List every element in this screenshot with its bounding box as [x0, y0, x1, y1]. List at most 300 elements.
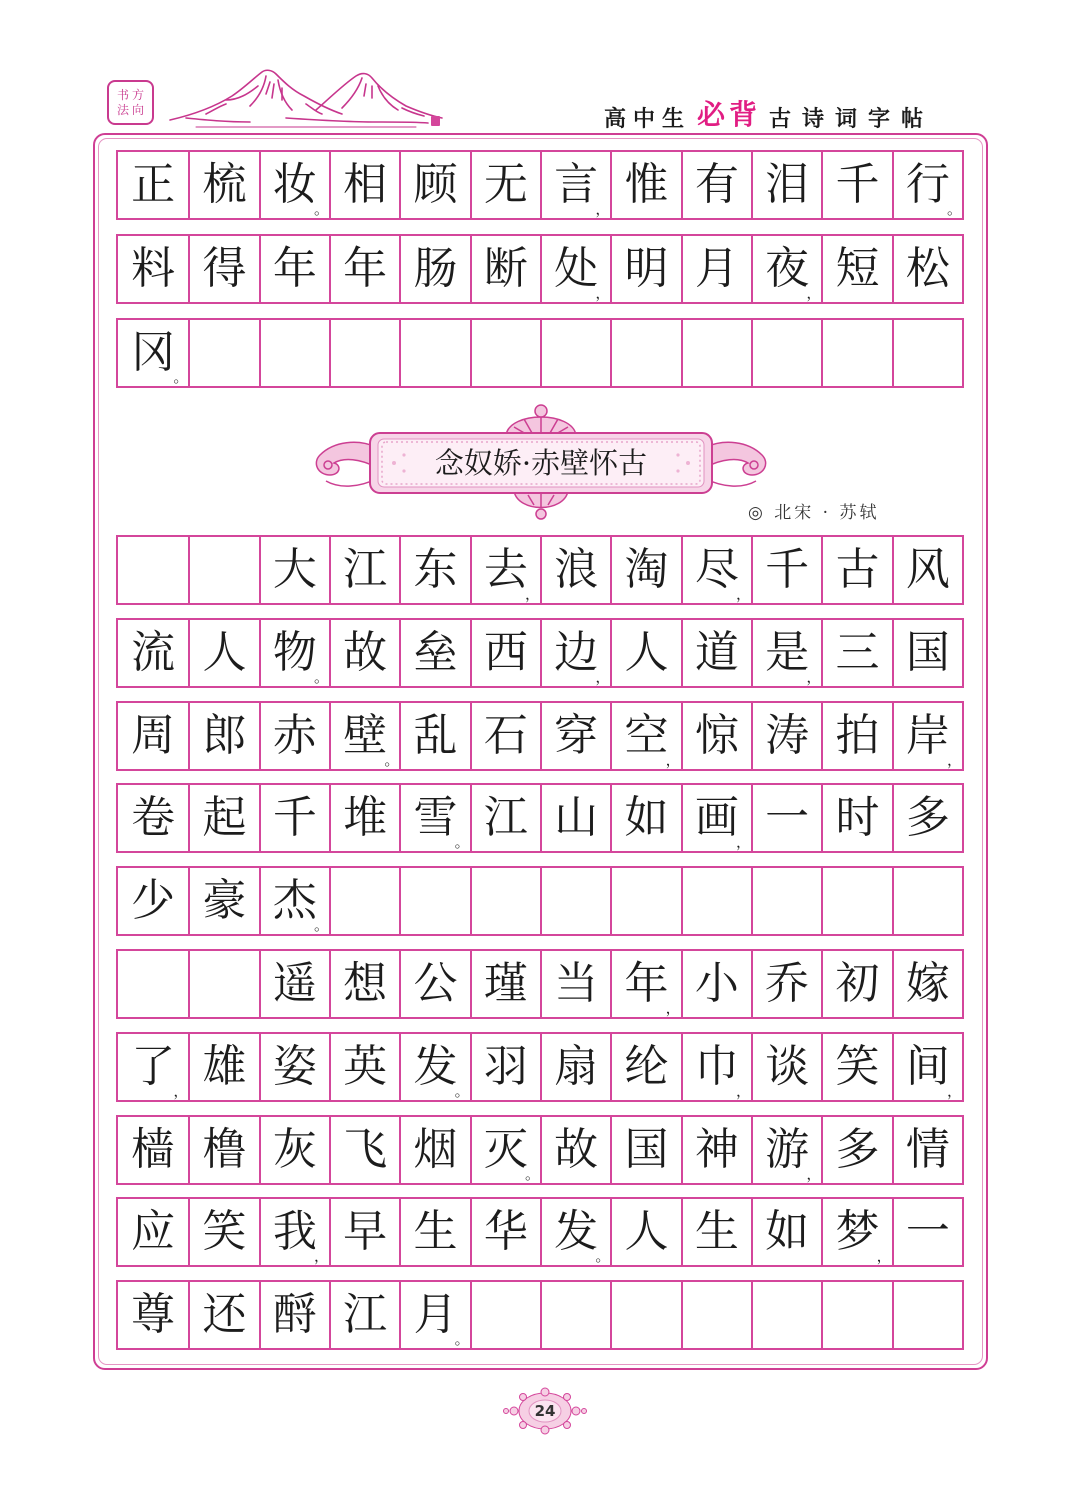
- grid-cell: [329, 1282, 399, 1348]
- grid-cell: [892, 1117, 962, 1183]
- empty-grid-cell: [821, 868, 891, 934]
- practice-character: 物: [272, 626, 317, 678]
- practice-character: 江: [343, 1289, 388, 1341]
- punctuation-mark: ，: [665, 750, 681, 769]
- grid-cell: [399, 537, 469, 603]
- practice-character: 周: [131, 709, 176, 761]
- grid-cell: [751, 1034, 821, 1100]
- empty-grid-cell: [681, 868, 751, 934]
- practice-character: 得: [202, 243, 247, 294]
- grid-cell: [399, 152, 469, 218]
- grid-cell: [751, 537, 821, 603]
- practice-character: 惟: [624, 159, 669, 210]
- practice-character: 烟: [413, 1123, 458, 1175]
- practice-grid-row: [116, 1032, 964, 1102]
- practice-character: 松: [905, 243, 950, 294]
- practice-character: 千: [272, 792, 317, 844]
- punctuation-mark: 。: [595, 1247, 611, 1266]
- publisher-logo-seal: [107, 80, 154, 125]
- empty-grid-cell: [470, 1282, 540, 1348]
- logo-text-line: 法向: [116, 102, 147, 117]
- practice-character: 千: [835, 159, 880, 210]
- grid-cell: [540, 620, 610, 686]
- practice-character: 神: [694, 1123, 739, 1175]
- empty-grid-cell: [681, 320, 751, 386]
- practice-character: 堆: [343, 792, 388, 844]
- empty-grid-cell: [399, 320, 469, 386]
- grid-cell: [259, 868, 329, 934]
- book-title-audience: 高中生: [604, 107, 692, 132]
- empty-grid-cell: [118, 951, 188, 1017]
- grid-cell: [821, 537, 891, 603]
- empty-grid-cell: [892, 320, 962, 386]
- grid-cell: [892, 620, 962, 686]
- grid-cell: [892, 785, 962, 851]
- practice-character: 人: [624, 626, 669, 678]
- practice-character: 尽: [694, 544, 739, 595]
- practice-character: 笑: [835, 1040, 880, 1092]
- practice-character: 樯: [131, 1123, 176, 1175]
- grid-cell: [821, 1117, 891, 1183]
- punctuation-mark: 。: [313, 916, 329, 935]
- practice-character: 雄: [202, 1040, 247, 1092]
- empty-grid-cell: [892, 868, 962, 934]
- punctuation-mark: 。: [946, 200, 962, 218]
- grid-cell: [610, 537, 680, 603]
- practice-character: 梦: [835, 1206, 880, 1258]
- empty-grid-cell: [470, 320, 540, 386]
- practice-character: 间: [905, 1040, 950, 1092]
- logo-text-line: 书方: [116, 87, 147, 102]
- grid-cell: [610, 620, 680, 686]
- grid-cell: [610, 236, 680, 302]
- seal-mark: [431, 116, 440, 126]
- grid-cell: [681, 1117, 751, 1183]
- practice-grid-row: [116, 949, 964, 1019]
- grid-cell: [259, 620, 329, 686]
- practice-character: 江: [483, 792, 528, 844]
- grid-cell: [329, 537, 399, 603]
- punctuation-mark: ，: [173, 1081, 189, 1100]
- practice-character: 英: [343, 1040, 388, 1092]
- practice-character: 垒: [413, 626, 458, 678]
- practice-character: 冈: [131, 327, 176, 378]
- grid-cell: [681, 152, 751, 218]
- practice-character: 短: [835, 243, 880, 294]
- practice-grid-row: [116, 1280, 964, 1350]
- practice-character: 西: [483, 626, 528, 678]
- grid-cell: [259, 1117, 329, 1183]
- practice-character: 当: [554, 957, 599, 1009]
- poem-author: ◎ 北宋 · 苏轼: [748, 503, 880, 523]
- practice-character: 姿: [272, 1040, 317, 1092]
- practice-character: 去: [483, 544, 528, 595]
- practice-character: 岸: [905, 709, 950, 761]
- practice-grid-row: [116, 150, 964, 220]
- practice-character: 年: [343, 243, 388, 294]
- practice-character: 画: [694, 792, 739, 844]
- practice-character: 豪: [202, 875, 247, 927]
- practice-character: 发: [554, 1206, 599, 1258]
- punctuation-mark: 。: [313, 200, 329, 218]
- practice-character: 料: [131, 243, 176, 294]
- practice-character: 雪: [413, 792, 458, 844]
- practice-character: 有: [694, 159, 739, 210]
- practice-character: 拍: [835, 709, 880, 761]
- practice-character: 流: [131, 626, 176, 678]
- practice-character: 多: [905, 792, 950, 844]
- practice-character: 时: [835, 792, 880, 844]
- grid-cell: [259, 703, 329, 769]
- practice-character: 赤: [272, 709, 317, 761]
- grid-cell: [188, 236, 258, 302]
- practice-character: 淘: [624, 544, 669, 595]
- practice-character: 言: [554, 159, 599, 210]
- grid-cell: [399, 951, 469, 1017]
- grid-cell: [610, 785, 680, 851]
- grid-cell: [259, 1034, 329, 1100]
- empty-grid-cell: [610, 868, 680, 934]
- grid-cell: [188, 152, 258, 218]
- practice-character: 卷: [131, 792, 176, 844]
- practice-character: 妆: [272, 159, 317, 210]
- grid-cell: [892, 152, 962, 218]
- empty-grid-cell: [610, 1282, 680, 1348]
- empty-grid-cell: [188, 951, 258, 1017]
- practice-character: 顾: [413, 159, 458, 210]
- grid-cell: [470, 236, 540, 302]
- grid-cell: [470, 1199, 540, 1265]
- practice-character: 灭: [483, 1123, 528, 1175]
- grid-cell: [329, 620, 399, 686]
- punctuation-mark: 。: [384, 750, 400, 769]
- grid-cell: [751, 152, 821, 218]
- practice-character: 想: [343, 957, 388, 1009]
- practice-character: 谈: [765, 1040, 810, 1092]
- grid-cell: [681, 1034, 751, 1100]
- grid-cell: [329, 236, 399, 302]
- empty-grid-cell: [821, 1282, 891, 1348]
- grid-cell: [821, 703, 891, 769]
- punctuation-mark: ，: [735, 1081, 751, 1100]
- punctuation-mark: ，: [806, 284, 822, 302]
- practice-character: 人: [202, 626, 247, 678]
- empty-grid-cell: [540, 868, 610, 934]
- practice-character: 道: [694, 626, 739, 678]
- grid-cell: [399, 236, 469, 302]
- practice-character: 明: [624, 243, 669, 294]
- grid-cell: [821, 1199, 891, 1265]
- grid-cell: [259, 236, 329, 302]
- empty-grid-cell: [751, 320, 821, 386]
- grid-cell: [399, 703, 469, 769]
- grid-cell: [118, 236, 188, 302]
- grid-cell: [892, 1199, 962, 1265]
- practice-character: 一: [765, 792, 810, 844]
- grid-cell: [118, 1282, 188, 1348]
- empty-grid-cell: [259, 320, 329, 386]
- grid-cell: [399, 785, 469, 851]
- grid-cell: [751, 1199, 821, 1265]
- practice-character: 千: [765, 544, 810, 595]
- grid-cell: [892, 951, 962, 1017]
- practice-character: 郎: [202, 709, 247, 761]
- grid-cell: [470, 951, 540, 1017]
- punctuation-mark: 。: [454, 1330, 470, 1349]
- grid-cell: [821, 620, 891, 686]
- grid-cell: [399, 620, 469, 686]
- grid-cell: [399, 1034, 469, 1100]
- practice-character: 小: [694, 957, 739, 1009]
- punctuation-mark: 。: [173, 368, 189, 386]
- grid-cell: [470, 152, 540, 218]
- grid-cell: [470, 620, 540, 686]
- practice-character: 如: [624, 792, 669, 844]
- empty-grid-cell: [118, 537, 188, 603]
- practice-character: 梳: [202, 159, 247, 210]
- empty-grid-cell: [188, 537, 258, 603]
- practice-character: 少: [131, 875, 176, 927]
- grid-cell: [470, 1034, 540, 1100]
- grid-cell: [118, 1199, 188, 1265]
- empty-grid-cell: [892, 1282, 962, 1348]
- punctuation-mark: ，: [876, 1247, 892, 1266]
- grid-cell: [259, 537, 329, 603]
- grid-cell: [329, 951, 399, 1017]
- grid-cell: [259, 785, 329, 851]
- grid-cell: [610, 951, 680, 1017]
- empty-grid-cell: [399, 868, 469, 934]
- grid-cell: [540, 785, 610, 851]
- practice-character: 发: [413, 1040, 458, 1092]
- punctuation-mark: ，: [665, 998, 681, 1017]
- practice-character: 我: [272, 1206, 317, 1258]
- practice-character: 如: [765, 1206, 810, 1258]
- empty-grid-cell: [821, 320, 891, 386]
- empty-grid-cell: [751, 868, 821, 934]
- grid-cell: [892, 703, 962, 769]
- practice-character: 月: [694, 243, 739, 294]
- practice-character: 夜: [765, 243, 810, 294]
- practice-character: 月: [413, 1289, 458, 1341]
- grid-cell: [681, 620, 751, 686]
- punctuation-mark: ，: [735, 833, 751, 852]
- practice-character: 游: [765, 1123, 810, 1175]
- punctuation-mark: ，: [946, 750, 962, 769]
- grid-cell: [681, 951, 751, 1017]
- practice-character: 遥: [272, 957, 317, 1009]
- grid-cell: [751, 1117, 821, 1183]
- grid-cell: [259, 1199, 329, 1265]
- practice-character: 是: [765, 626, 810, 678]
- grid-cell: [329, 703, 399, 769]
- practice-character: 灰: [272, 1123, 317, 1175]
- grid-cell: [470, 1117, 540, 1183]
- practice-character: 尊: [131, 1289, 176, 1341]
- practice-grid-row: [116, 234, 964, 304]
- practice-character: 正: [131, 159, 176, 210]
- practice-character: 山: [554, 792, 599, 844]
- practice-grid-row: [116, 783, 964, 853]
- practice-character: 无: [483, 159, 528, 210]
- practice-character: 故: [554, 1123, 599, 1175]
- punctuation-mark: ，: [595, 667, 611, 686]
- grid-cell: [188, 868, 258, 934]
- grid-cell: [681, 537, 751, 603]
- grid-cell: [188, 703, 258, 769]
- grid-cell: [681, 703, 751, 769]
- practice-character: 故: [343, 626, 388, 678]
- practice-character: 笑: [202, 1206, 247, 1258]
- grid-cell: [188, 1034, 258, 1100]
- punctuation-mark: ，: [735, 585, 751, 603]
- practice-character: 泪: [765, 159, 810, 210]
- grid-cell: [610, 1199, 680, 1265]
- grid-cell: [751, 785, 821, 851]
- grid-cell: [188, 785, 258, 851]
- grid-cell: [540, 236, 610, 302]
- practice-character: 涛: [765, 709, 810, 761]
- grid-cell: [118, 1034, 188, 1100]
- grid-cell: [681, 1199, 751, 1265]
- practice-grid-row: [116, 1197, 964, 1267]
- practice-character: 一: [905, 1206, 950, 1258]
- practice-character: 乔: [765, 957, 810, 1009]
- practice-character: 初: [835, 957, 880, 1009]
- grid-cell: [118, 785, 188, 851]
- grid-cell: [329, 1117, 399, 1183]
- practice-grid-poem: [116, 535, 964, 1350]
- grid-cell: [821, 951, 891, 1017]
- practice-character: 橹: [202, 1123, 247, 1175]
- book-title-highlight: 必背: [697, 98, 762, 131]
- book-title-subject: 古诗词字帖: [769, 107, 935, 132]
- practice-character: 边: [554, 626, 599, 678]
- punctuation-mark: ，: [595, 284, 611, 302]
- practice-grid-row: [116, 535, 964, 605]
- grid-cell: [821, 1034, 891, 1100]
- punctuation-mark: 。: [454, 1081, 470, 1100]
- grid-cell: [610, 1034, 680, 1100]
- empty-grid-cell: [751, 1282, 821, 1348]
- practice-character: 瑾: [483, 957, 528, 1009]
- grid-cell: [892, 1034, 962, 1100]
- practice-character: 三: [835, 626, 880, 678]
- grid-cell: [329, 785, 399, 851]
- grid-cell: [470, 785, 540, 851]
- practice-character: 东: [413, 544, 458, 595]
- grid-cell: [188, 1199, 258, 1265]
- practice-character: 多: [835, 1123, 880, 1175]
- empty-grid-cell: [470, 868, 540, 934]
- practice-character: 穿: [554, 709, 599, 761]
- practice-character: 古: [835, 544, 880, 595]
- grid-cell: [892, 537, 962, 603]
- grid-cell: [610, 1117, 680, 1183]
- practice-grid-row: [116, 701, 964, 771]
- practice-grid-row: [116, 318, 964, 388]
- practice-character: 乱: [413, 709, 458, 761]
- punctuation-mark: ，: [806, 1164, 822, 1183]
- practice-character: 纶: [624, 1040, 669, 1092]
- grid-cell: [610, 152, 680, 218]
- practice-character: 杰: [272, 875, 317, 927]
- practice-character: 还: [202, 1289, 247, 1341]
- grid-cell: [540, 152, 610, 218]
- punctuation-mark: ，: [313, 1247, 329, 1266]
- grid-cell: [821, 236, 891, 302]
- punctuation-mark: 。: [454, 833, 470, 852]
- grid-cell: [751, 236, 821, 302]
- grid-cell: [329, 152, 399, 218]
- punctuation-mark: ，: [946, 1081, 962, 1100]
- empty-grid-cell: [681, 1282, 751, 1348]
- practice-character: 华: [483, 1206, 528, 1258]
- empty-grid-cell: [188, 320, 258, 386]
- grid-cell: [470, 703, 540, 769]
- mountain-illustration: [166, 60, 448, 134]
- grid-cell: [681, 236, 751, 302]
- practice-character: 肠: [413, 243, 458, 294]
- practice-character: 了: [131, 1040, 176, 1092]
- practice-character: 嫁: [905, 957, 950, 1009]
- grid-cell: [751, 951, 821, 1017]
- practice-character: 羽: [483, 1040, 528, 1092]
- practice-character: 飞: [343, 1123, 388, 1175]
- practice-grid-continued: [116, 150, 964, 388]
- practice-character: 壁: [343, 709, 388, 761]
- practice-character: 石: [483, 709, 528, 761]
- grid-cell: [118, 703, 188, 769]
- book-title: [604, 97, 934, 133]
- grid-cell: [259, 1282, 329, 1348]
- grid-cell: [118, 320, 188, 386]
- practice-grid-row: [116, 618, 964, 688]
- grid-cell: [751, 703, 821, 769]
- empty-grid-cell: [540, 320, 610, 386]
- practice-character: 生: [694, 1206, 739, 1258]
- grid-cell: [892, 236, 962, 302]
- grid-cell: [540, 1117, 610, 1183]
- grid-cell: [259, 951, 329, 1017]
- practice-character: 扇: [554, 1040, 599, 1092]
- grid-cell: [681, 785, 751, 851]
- practice-character: 浪: [554, 544, 599, 595]
- practice-character: 公: [413, 957, 458, 1009]
- empty-grid-cell: [540, 1282, 610, 1348]
- grid-cell: [610, 703, 680, 769]
- grid-cell: [259, 152, 329, 218]
- empty-grid-cell: [329, 320, 399, 386]
- grid-cell: [540, 951, 610, 1017]
- practice-character: 惊: [694, 709, 739, 761]
- practice-grid-row: [116, 1115, 964, 1185]
- grid-cell: [188, 1282, 258, 1348]
- grid-cell: [118, 620, 188, 686]
- grid-cell: [821, 785, 891, 851]
- practice-character: 生: [413, 1206, 458, 1258]
- practice-character: 风: [905, 544, 950, 595]
- practice-character: 行: [905, 159, 950, 210]
- punctuation-mark: 。: [313, 667, 329, 686]
- practice-character: 情: [905, 1123, 950, 1175]
- practice-character: 国: [624, 1123, 669, 1175]
- practice-character: 人: [624, 1206, 669, 1258]
- practice-character: 大: [272, 544, 317, 595]
- grid-cell: [540, 1034, 610, 1100]
- practice-character: 空: [624, 709, 669, 761]
- practice-grid-row: [116, 866, 964, 936]
